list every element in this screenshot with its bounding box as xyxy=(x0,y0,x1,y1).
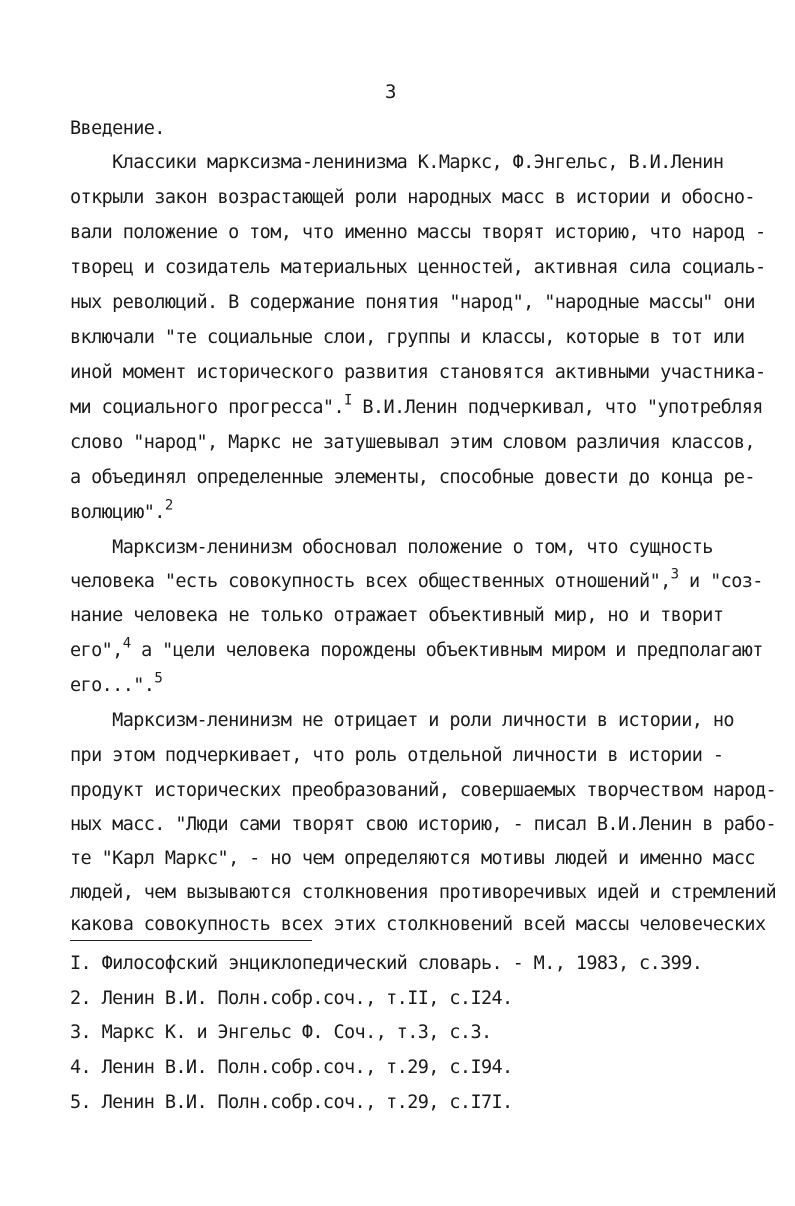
para3-line-3: продукт исторических преобразований, совершаемых творчеством народ- xyxy=(70,780,777,801)
para1-line-10: а объединял определенные элементы, способные довести до конца ре- xyxy=(70,467,755,488)
para3-line-5: те "Карл Маркс", - но чем определяются мотивы людей и именно масс xyxy=(70,848,755,869)
footnote-ref-4: 4 xyxy=(122,635,131,652)
footnote-3: 3. Маркс К. и Энгельс Ф. Соч., т.3, с.3. xyxy=(70,1022,492,1043)
para3-line-4: ных масс. "Люди сами творят свою историю, - писал В.И.Ленин в рабо- xyxy=(70,814,777,835)
section-heading: Введение. xyxy=(70,118,165,139)
para1-line-7: иной момент исторического развития становятся активными участника- xyxy=(70,362,766,383)
para2-line-1: Марксизм-ленинизм обосновал положение о том, что сущность xyxy=(70,537,713,558)
para1-line-11-text: волюцию". xyxy=(70,502,165,523)
para2-line-5-text: его...". xyxy=(70,675,155,696)
para2-line-4-text-b: а "цели человека порождены объективным миром и предполагают xyxy=(130,640,763,661)
para2-line-2-text-b: и "соз- xyxy=(678,571,763,592)
footnote-2: 2. Ленин В.И. Полн.собр.соч., т.II, с.I24. xyxy=(70,988,513,1009)
para1-line-4: творец и созидатель материальных ценностей, активная сила социаль- xyxy=(70,257,766,278)
para1-line-8-text-a: ми социального прогресса". xyxy=(70,397,344,418)
para3-line-1: Марксизм-ленинизм не отрицает и роли личности в истории, но xyxy=(70,710,734,731)
para3-line-2: при этом подчеркивает, что роль отдельной личности в истории - xyxy=(70,745,724,766)
footnote-ref-1: I xyxy=(344,392,352,409)
para1-line-3: вали положение о том, что именно массы творят историю, что народ - xyxy=(70,222,766,243)
para1-line-5: ных революций. В содержание понятия "народ", "народные массы" они xyxy=(70,292,755,313)
footnote-1: I. Философский энциклопедический словарь. - М., 1983, с.399. xyxy=(70,953,703,974)
para1-line-1: Классики марксизма-ленинизма К.Маркс, Ф.Энгельс, В.И.Ленин xyxy=(70,152,724,173)
para1-line-8 xyxy=(70,392,763,420)
footnote-ref-2: 2 xyxy=(164,497,173,514)
para1-line-11 xyxy=(70,497,173,525)
para1-line-8-text-b: В.И.Ленин подчеркивал, что "употребляя xyxy=(351,397,763,418)
footnote-ref-5: 5 xyxy=(154,670,163,687)
para2-line-4 xyxy=(70,635,763,663)
para2-line-4-text-a: его", xyxy=(70,640,123,661)
para2-line-3: нание человека не только отражает объективный мир, но и творит xyxy=(70,605,724,626)
para1-line-2: открыли закон возрастающей роли народных масс в истории и обосно- xyxy=(70,187,755,208)
para2-line-2-text-a: человека "есть совокупность всех общественных отношений", xyxy=(70,571,671,592)
para1-line-6: включали "те социальные слои, группы и классы, которые в тот или xyxy=(70,327,745,348)
para3-line-6: людей, чем вызываются столкновения противоречивых идей и стремлений xyxy=(70,882,777,903)
footnote-4: 4. Ленин В.И. Полн.собр.соч., т.29, с.I94. xyxy=(70,1057,513,1078)
footnote-5: 5. Ленин В.И. Полн.собр.соч., т.29, с.I7I. xyxy=(70,1092,513,1113)
para2-line-2 xyxy=(70,566,763,594)
para1-line-9: слово "народ", Маркс не затушевывал этим словом различия классов, xyxy=(70,432,755,453)
page-number: 3 xyxy=(385,81,397,103)
para2-line-5 xyxy=(70,670,163,698)
footnote-separator xyxy=(70,940,312,941)
para3-line-7: какова совокупность всех этих столкновений всей массы человеческих xyxy=(70,914,766,935)
footnote-ref-3: 3 xyxy=(670,566,679,583)
